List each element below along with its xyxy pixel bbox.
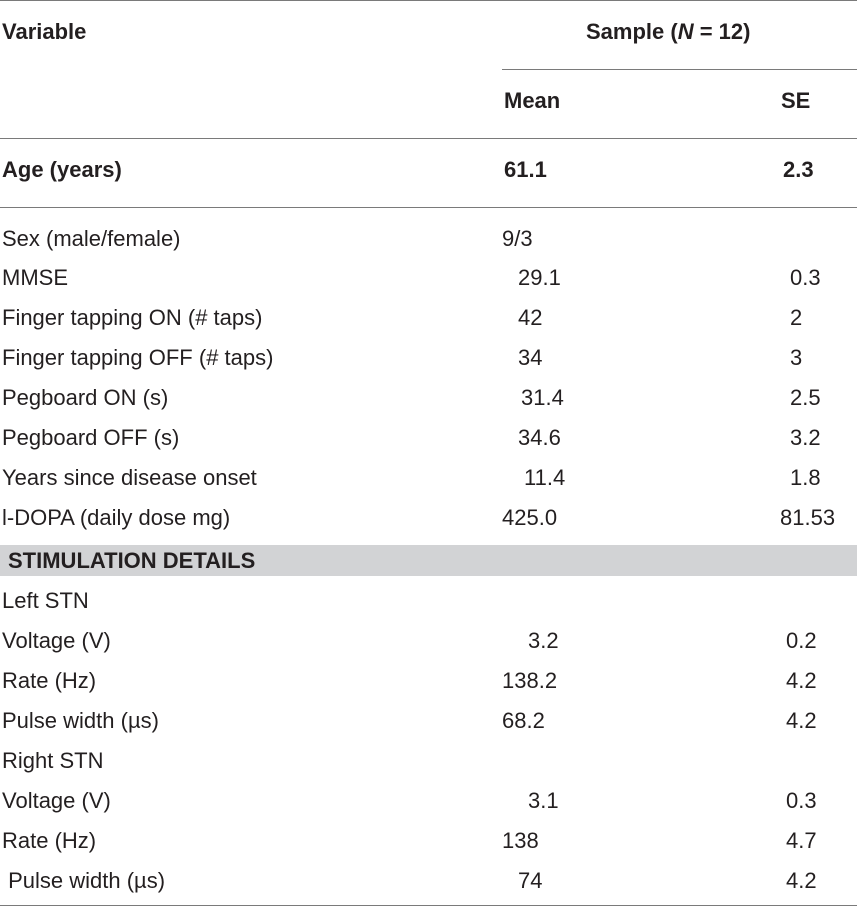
row-label: Finger tapping OFF (# taps)	[2, 345, 274, 370]
row-mean: 31.4	[521, 385, 564, 410]
header-sample-suffix: = 12)	[693, 19, 751, 44]
row-label: l-DOPA (daily dose mg)	[2, 505, 231, 530]
row-se: 1.8	[790, 465, 821, 490]
row-se: 2.5	[790, 385, 821, 410]
header-variable: Variable	[2, 19, 87, 44]
row-mean: 425.0	[502, 505, 558, 530]
stim-row-mean: 74	[518, 868, 543, 893]
stim-row-se: 4.2	[786, 708, 817, 733]
stim-row-label: Rate (Hz)	[2, 668, 97, 693]
row-label: MMSE	[2, 265, 68, 290]
header-sample	[586, 19, 750, 45]
row-se: 3.2	[790, 425, 821, 450]
header-sample-n: N	[677, 19, 694, 44]
stim-row-mean: 3.2	[528, 628, 559, 653]
header-bottom-rule	[0, 138, 857, 139]
row-mean: 9/3	[502, 226, 533, 251]
stim-row-se: 4.7	[786, 828, 817, 853]
row-label: Pegboard OFF (s)	[2, 425, 180, 450]
section-title: STIMULATION DETAILS	[8, 548, 256, 573]
stim-row-se: 4.2	[786, 868, 817, 893]
stim-row-se: 4.2	[786, 668, 817, 693]
table-top-rule	[0, 0, 857, 1]
stim-group-label: Right STN	[2, 748, 104, 773]
row-se: 0.3	[790, 265, 821, 290]
row-se: 3	[790, 345, 803, 370]
stim-row-label: Rate (Hz)	[2, 828, 97, 853]
row-label: Years since disease onset	[2, 465, 257, 490]
stim-row-se: 0.3	[786, 788, 817, 813]
row-se: 2	[790, 305, 803, 330]
age-label: Age (years)	[2, 157, 122, 182]
stim-row-mean: 138.2	[502, 668, 558, 693]
stim-row-label: Voltage (V)	[2, 628, 111, 653]
sample-underline	[502, 69, 857, 70]
row-label: Finger tapping ON (# taps)	[2, 305, 263, 330]
stim-group-label: Left STN	[2, 588, 89, 613]
stim-row-mean: 138	[502, 828, 539, 853]
stim-row-label: Pulse width (µs)	[2, 868, 166, 893]
row-mean: 11.4	[524, 465, 566, 490]
stim-row-se: 0.2	[786, 628, 817, 653]
row-mean: 29.1	[518, 265, 561, 290]
age-bottom-rule	[0, 207, 857, 208]
header-sample-prefix: Sample (	[586, 19, 678, 44]
age-se: 2.3	[783, 157, 814, 182]
row-mean: 34	[518, 345, 543, 370]
row-se: 81.53	[780, 505, 836, 530]
row-label: Sex (male/female)	[2, 226, 181, 251]
row-mean: 34.6	[518, 425, 561, 450]
stim-row-mean: 68.2	[502, 708, 545, 733]
stim-row-label: Pulse width (µs)	[2, 708, 159, 733]
stim-row-mean: 3.1	[528, 788, 559, 813]
row-label: Pegboard ON (s)	[2, 385, 169, 410]
header-mean: Mean	[504, 88, 561, 113]
row-mean: 42	[518, 305, 543, 330]
header-se: SE	[781, 88, 811, 113]
age-mean: 61.1	[504, 157, 547, 182]
stim-row-label: Voltage (V)	[2, 788, 111, 813]
table-bottom-rule	[0, 905, 857, 906]
